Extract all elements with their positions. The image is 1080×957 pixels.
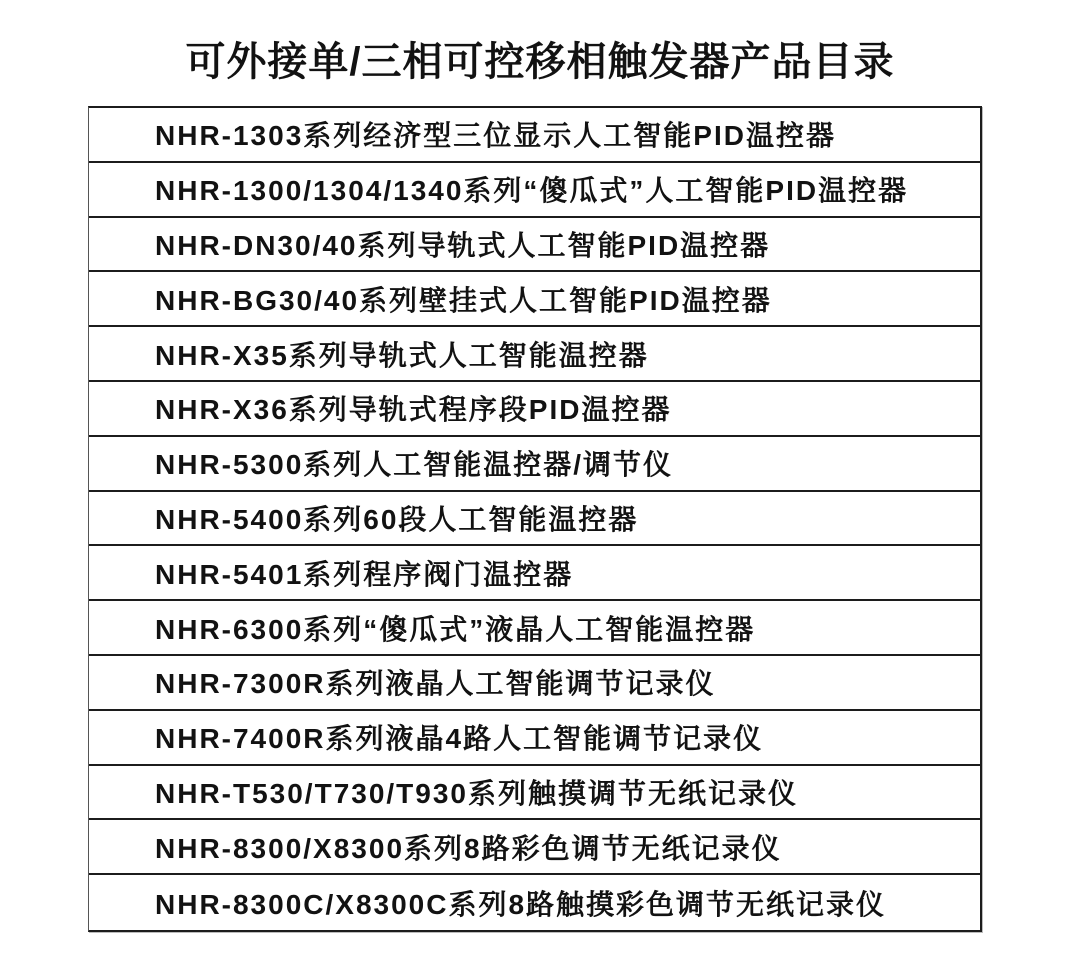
product-name-label: NHR-1300/1304/1340系列“傻瓜式”人工智能PID温控器 bbox=[155, 175, 909, 207]
page-title: 可外接单/三相可控移相触发器产品目录 bbox=[185, 40, 895, 84]
table-row bbox=[89, 163, 980, 218]
table-row bbox=[89, 766, 980, 821]
table-row bbox=[89, 601, 980, 656]
table-row bbox=[89, 108, 980, 163]
table-row bbox=[89, 820, 980, 875]
product-name-label: NHR-5400系列60段人工智能温控器 bbox=[155, 503, 639, 535]
product-name-label: NHR-1303系列经济型三位显示人工智能PID温控器 bbox=[155, 120, 836, 152]
product-name-label: NHR-5401系列程序阀门温控器 bbox=[155, 558, 574, 590]
product-name-label: NHR-BG30/40系列壁挂式人工智能PID温控器 bbox=[155, 284, 772, 316]
product-catalog-table bbox=[88, 106, 982, 932]
table-row bbox=[89, 437, 980, 492]
product-name-label: NHR-7400R系列液晶4路人工智能调节记录仪 bbox=[155, 723, 764, 755]
product-name-label: NHR-7300R系列液晶人工智能调节记录仪 bbox=[155, 668, 716, 700]
table-row bbox=[89, 492, 980, 547]
product-name-label: NHR-T530/T730/T930系列触摸调节无纸记录仪 bbox=[155, 777, 799, 809]
table-row bbox=[89, 272, 980, 327]
table-row bbox=[89, 382, 980, 437]
product-name-label: NHR-DN30/40系列导轨式人工智能PID温控器 bbox=[155, 229, 771, 261]
table-row bbox=[89, 875, 980, 930]
product-name-label: NHR-X36系列导轨式程序段PID温控器 bbox=[155, 394, 672, 426]
table-row bbox=[89, 218, 980, 273]
table-row bbox=[89, 327, 980, 382]
product-name-label: NHR-5300系列人工智能温控器/调节仪 bbox=[155, 449, 674, 481]
product-name-label: NHR-X35系列导轨式人工智能温控器 bbox=[155, 339, 649, 371]
table-row bbox=[89, 711, 980, 766]
product-name-label: NHR-6300系列“傻瓜式”液晶人工智能温控器 bbox=[155, 613, 756, 645]
table-row bbox=[89, 546, 980, 601]
product-name-label: NHR-8300C/X8300C系列8路触摸彩色调节无纸记录仪 bbox=[155, 888, 887, 920]
table-row bbox=[89, 656, 980, 711]
product-name-label: NHR-8300/X8300系列8路彩色调节无纸记录仪 bbox=[155, 832, 782, 864]
